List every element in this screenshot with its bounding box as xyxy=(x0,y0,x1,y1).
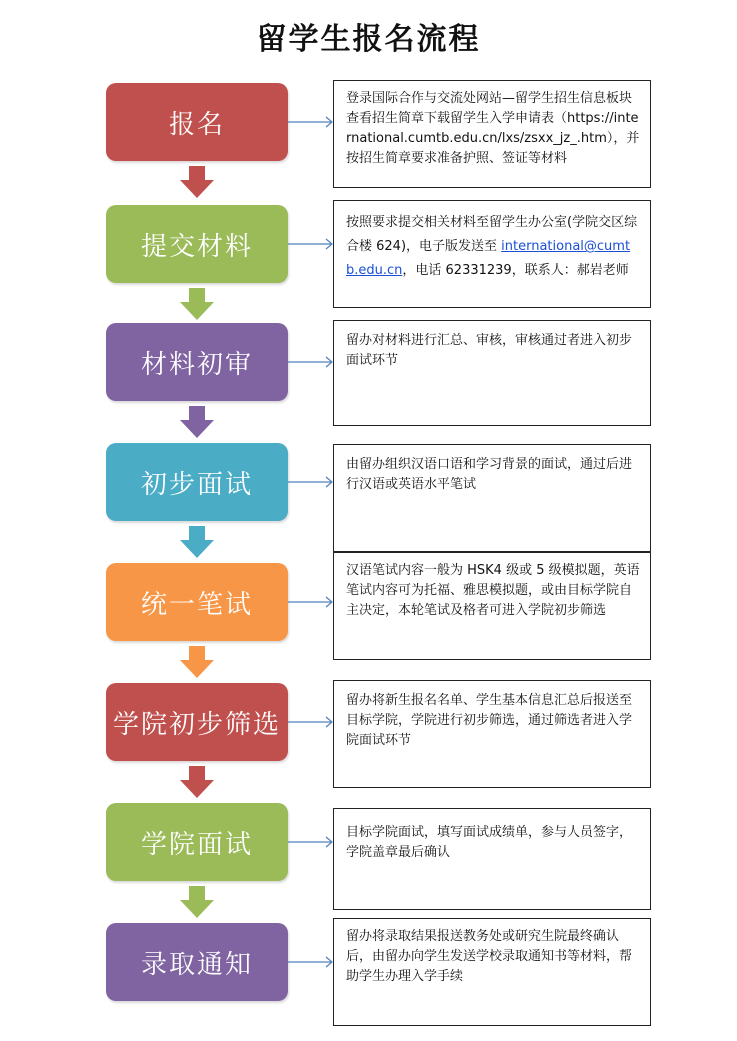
right-arrow-icon xyxy=(288,238,334,250)
step-box-admission-notice: 录取通知 xyxy=(106,923,288,1001)
step-description-admission-notice xyxy=(333,918,651,1026)
right-arrow-icon xyxy=(288,116,334,128)
step-description-college-interview xyxy=(333,808,651,910)
down-arrow-icon xyxy=(180,886,214,918)
right-arrow-icon xyxy=(288,836,334,848)
step-box-submit-materials: 提交材料 xyxy=(106,205,288,283)
step-box-written-exam: 统一笔试 xyxy=(106,563,288,641)
description-text: 汉语笔试内容一般为 HSK4 级或 5 级模拟题，英语笔试内容可为托福、雅思模拟题，或由目标学院自主决定，本轮笔试及格者可进入学院初步筛选 xyxy=(346,563,640,618)
description-text: 按照要求提交相关材料至留学生办公室(学院交区综合楼 624)，电子版发送至 xyxy=(346,215,638,254)
right-arrow-icon xyxy=(288,716,334,728)
step-box-initial-review: 材料初审 xyxy=(106,323,288,401)
description-text: ，电话 62331239，联系人：郝岩老师 xyxy=(402,263,629,278)
step-description-preliminary-interview xyxy=(333,444,651,552)
description-text: 留办对材料进行汇总、审核，审核通过者进入初步面试环节 xyxy=(346,333,633,368)
step-description-submit-materials xyxy=(333,200,651,308)
step-description-initial-review xyxy=(333,320,651,426)
right-arrow-icon xyxy=(288,596,334,608)
description-text: 留办将录取结果报送教务处或研究生院最终确认后，由留办向学生发送学校录取通知书等材料，帮助学生办理入学手续 xyxy=(346,929,633,984)
step-box-college-screening: 学院初步筛选 xyxy=(106,683,288,761)
down-arrow-icon xyxy=(180,526,214,558)
step-description-college-screening xyxy=(333,680,651,788)
down-arrow-icon xyxy=(180,288,214,320)
right-arrow-icon xyxy=(288,476,334,488)
email-link[interactable]: international@cumtb.edu.cn xyxy=(346,239,631,278)
right-arrow-icon xyxy=(288,356,334,368)
down-arrow-icon xyxy=(180,646,214,678)
step-box-preliminary-interview: 初步面试 xyxy=(106,443,288,521)
description-text: 留办将新生报名名单、学生基本信息汇总后报送至目标学院，学院进行初步筛选，通过筛选者进入学院面试环节 xyxy=(346,693,633,748)
down-arrow-icon xyxy=(180,406,214,438)
down-arrow-icon xyxy=(180,766,214,798)
step-box-college-interview: 学院面试 xyxy=(106,803,288,881)
page-title: 留学生报名流程 xyxy=(256,22,481,57)
right-arrow-icon xyxy=(288,956,334,968)
description-text: 由留办组织汉语口语和学习背景的面试，通过后进行汉语或英语水平笔试 xyxy=(346,457,633,492)
step-description-written-exam xyxy=(333,552,651,660)
step-box-apply: 报名 xyxy=(106,83,288,161)
step-description-apply xyxy=(333,80,651,188)
down-arrow-icon xyxy=(180,166,214,198)
description-text: 目标学院面试，填写面试成绩单，参与人员签字，学院盖章最后确认 xyxy=(346,825,633,860)
description-text: 登录国际合作与交流处网站—留学生招生信息板块查看招生简章下载留学生入学申请表（https://international.cumtb.edu.cn/lxs/zsxx_jz_.htm），并按招生简章要求准备护照、签证等材料 xyxy=(346,91,640,166)
